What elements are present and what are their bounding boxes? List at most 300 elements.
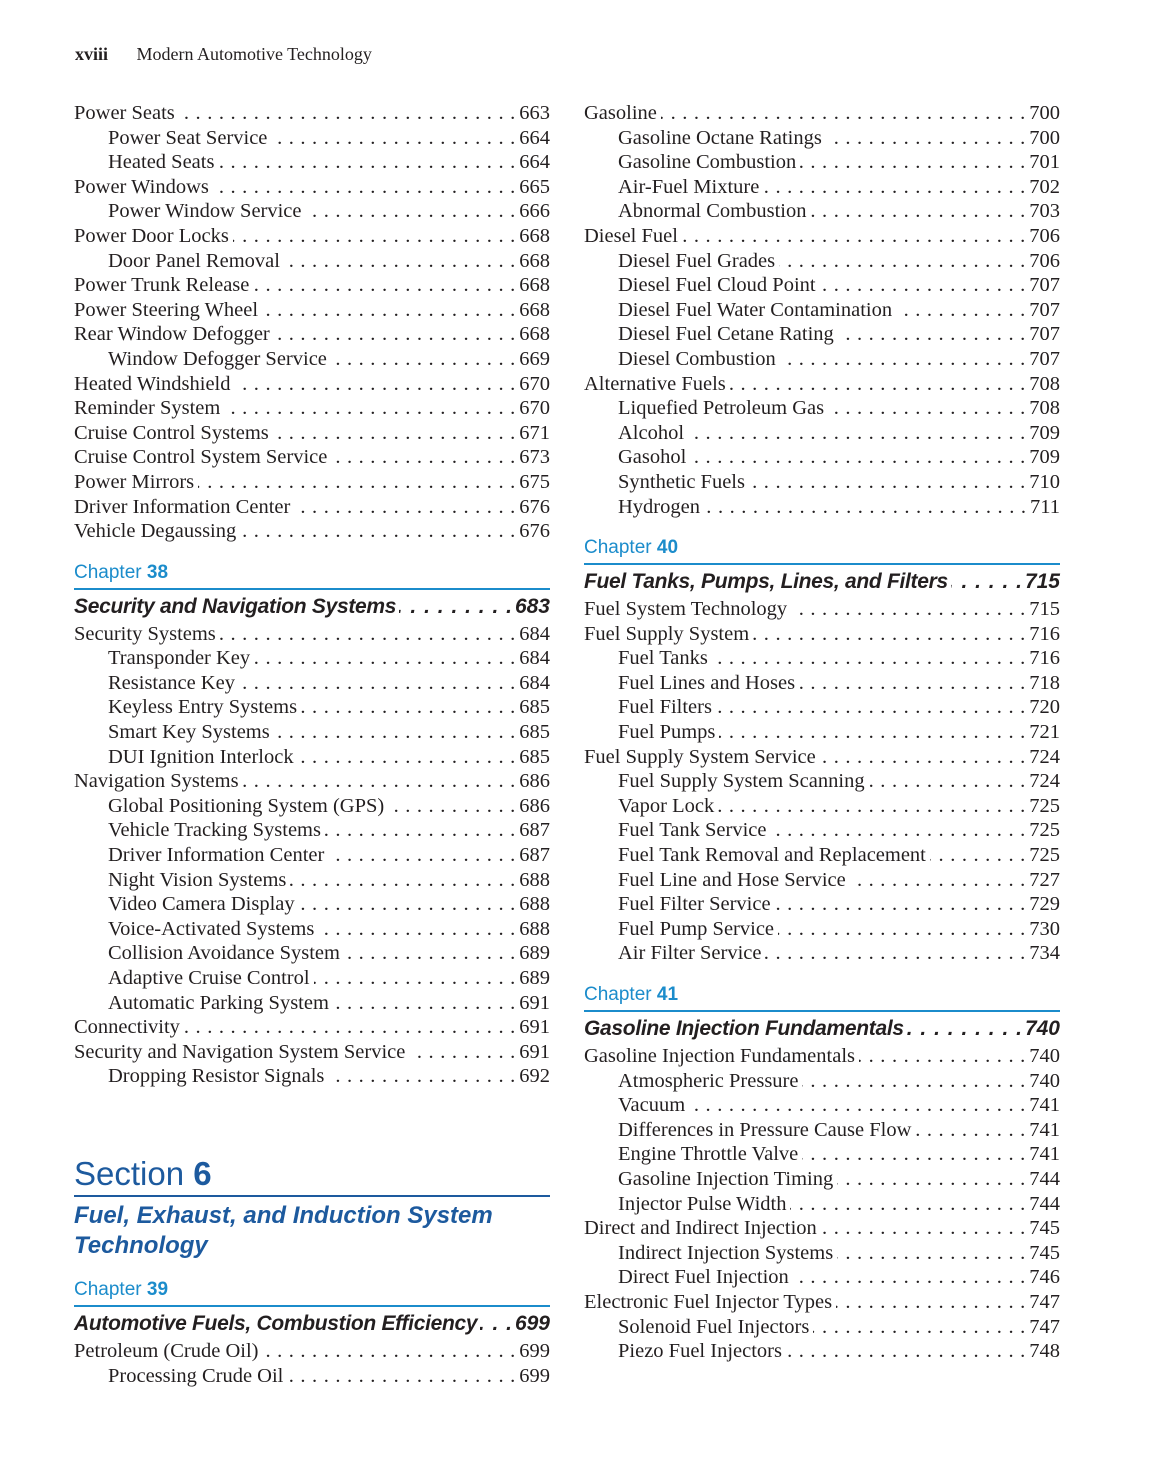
page-number: 691	[519, 1016, 550, 1039]
toc-entry[interactable]	[584, 1315, 1060, 1340]
leader-dots	[793, 1265, 1025, 1290]
toc-entry[interactable]	[584, 322, 1060, 347]
leader-dots	[775, 892, 1026, 917]
entry-title: Fuel Pump Service	[618, 917, 775, 940]
running-header	[75, 44, 372, 65]
leader-dots	[233, 224, 515, 249]
toc-entry[interactable]	[74, 470, 550, 495]
leader-dots	[333, 991, 515, 1016]
chapter-label: Chapter 41	[584, 982, 1060, 1012]
leader-dots	[298, 745, 516, 770]
page-number: 670	[519, 372, 550, 395]
page-number: 668	[519, 224, 550, 247]
page-number: 706	[1029, 249, 1060, 272]
entry-title: Heated Seats	[108, 151, 215, 174]
leader-dots	[820, 745, 1025, 770]
entry-title: Cruise Control Systems	[74, 421, 269, 444]
page-number: 668	[519, 249, 550, 272]
entry-title: DUI Ignition Interlock	[108, 745, 294, 768]
toc-entry[interactable]	[74, 224, 550, 249]
entry-title: Heated Windshield	[74, 372, 231, 395]
section-title[interactable]: Fuel, Exhaust, and Induction System Technology	[74, 1201, 493, 1259]
entry-title: Power Steering Wheel	[74, 298, 259, 321]
leader-dots	[344, 941, 515, 966]
chapter-label: Chapter 38	[74, 560, 550, 590]
toc-entry[interactable]	[74, 818, 550, 843]
page-number: 703	[1029, 200, 1060, 223]
toc-entry[interactable]	[584, 396, 1060, 421]
toc-entry[interactable]	[584, 372, 1060, 397]
page-number: 709	[1029, 421, 1060, 444]
leader-dots	[799, 671, 1025, 696]
leader-dots	[240, 519, 515, 544]
toc-entry[interactable]	[74, 1040, 550, 1065]
leader-dots	[213, 175, 515, 200]
entry-title: Solenoid Fuel Injectors	[618, 1315, 810, 1338]
toc-entry[interactable]	[74, 495, 550, 520]
toc-entry[interactable]	[584, 1044, 1060, 1069]
page-number: 707	[1029, 298, 1060, 321]
page-number: 716	[1029, 647, 1060, 670]
entry-title: Night Vision Systems	[108, 868, 287, 891]
section-label: Section 6	[74, 1155, 550, 1197]
toc-entry[interactable]	[584, 199, 1060, 224]
toc-entry[interactable]	[584, 175, 1060, 200]
page-number: 710	[1029, 470, 1060, 493]
leader-dots	[331, 445, 515, 470]
entry-title: Fuel Filter Service	[618, 893, 771, 916]
page-number: 688	[519, 868, 550, 891]
page-number: 709	[1029, 446, 1060, 469]
leader-dots	[284, 249, 515, 274]
toc-entry[interactable]	[584, 1290, 1060, 1315]
page-number: 707	[1029, 347, 1060, 370]
leader-dots	[836, 1290, 1025, 1315]
leader-dots	[682, 224, 1025, 249]
page-number: 740	[1029, 1045, 1060, 1067]
toc-entry[interactable]	[74, 126, 550, 151]
toc-entry[interactable]	[74, 794, 550, 819]
toc-entry[interactable]	[584, 347, 1060, 372]
page-number: 685	[519, 745, 550, 768]
page-number: 725	[1029, 819, 1060, 842]
leader-dots	[262, 1339, 515, 1364]
page-number: 676	[519, 495, 550, 518]
entry-title: Power Seats	[74, 102, 175, 124]
leader-dots	[907, 1014, 1022, 1044]
leader-dots	[274, 322, 515, 347]
toc-entry[interactable]	[74, 175, 550, 200]
page-number: 741	[1029, 1118, 1060, 1141]
leader-dots	[388, 794, 515, 819]
leader-dots	[802, 1069, 1025, 1094]
entry-title: Gasoline Combustion	[618, 151, 797, 174]
page-number: 684	[519, 671, 550, 694]
entry-title: Fuel Line and Hose Service	[618, 868, 846, 891]
book-title: Modern Automotive Technology	[136, 44, 372, 64]
toc-entry[interactable]	[74, 646, 550, 671]
toc-entry[interactable]	[584, 1142, 1060, 1167]
entry-title: Gasohol	[618, 446, 687, 469]
entry-title: Fuel Pumps	[618, 721, 716, 744]
leader-dots	[802, 1142, 1025, 1167]
entry-title: Security and Navigation System Service	[74, 1040, 406, 1063]
leader-dots	[331, 347, 515, 372]
entry-title: Fuel Lines and Hoses	[618, 671, 796, 694]
leader-dots	[688, 421, 1025, 446]
leader-dots	[828, 396, 1025, 421]
page-number: 692	[519, 1065, 550, 1088]
leader-dots	[198, 470, 515, 495]
page-number: 668	[519, 274, 550, 297]
entry-title: Synthetic Fuels	[618, 470, 745, 493]
toc-entry[interactable]	[584, 622, 1060, 647]
toc-entry[interactable]	[74, 396, 550, 421]
leader-dots	[704, 495, 1026, 520]
chapter-label: Chapter 39	[74, 1277, 550, 1307]
page-number: 702	[1029, 175, 1060, 198]
page-number: 729	[1029, 893, 1060, 916]
chapter-title-link[interactable]: Security and Navigation Systems . . . 683	[74, 592, 550, 622]
entry-title: Dropping Resistor Signals	[108, 1065, 325, 1088]
toc-entry[interactable]	[74, 966, 550, 991]
page-number: 721	[1029, 721, 1060, 744]
toc-entry[interactable]	[74, 519, 550, 544]
leader-dots	[253, 273, 515, 298]
toc-entry[interactable]	[74, 298, 550, 323]
leader-dots	[791, 597, 1025, 622]
leader-dots	[813, 1315, 1025, 1340]
toc-list	[584, 101, 1060, 519]
page-number: 671	[519, 421, 550, 444]
toc-entry[interactable]	[74, 150, 550, 175]
toc-entry[interactable]	[74, 445, 550, 470]
entry-title: Vacuum	[618, 1094, 686, 1117]
leader-dots	[837, 1167, 1025, 1192]
leader-dots	[661, 101, 1025, 126]
toc-entry[interactable]	[74, 843, 550, 868]
page-number: 699	[519, 1339, 550, 1362]
entry-title: Vapor Lock	[618, 794, 715, 817]
page-number: 685	[519, 696, 550, 719]
toc-entry[interactable]	[584, 745, 1060, 770]
entry-title: Reminder System	[74, 397, 221, 420]
entry-title: Atmospheric Pressure	[618, 1069, 799, 1092]
entry-title: Power Door Locks	[74, 224, 229, 247]
toc-list	[74, 101, 550, 544]
leader-dots	[718, 794, 1025, 819]
leader-dots	[299, 892, 516, 917]
leader-dots	[786, 1339, 1025, 1364]
toc-entry[interactable]	[584, 421, 1060, 446]
entry-title: Rear Window Defogger	[74, 323, 270, 346]
page-number: 707	[1029, 323, 1060, 346]
leader-dots	[271, 126, 515, 151]
leader-dots	[290, 868, 515, 893]
chapter-number: 40	[656, 537, 679, 559]
entry-title: Fuel Filters	[618, 696, 712, 719]
page-number: 684	[519, 647, 550, 670]
toc-entry[interactable]	[74, 769, 550, 794]
leader-dots	[274, 720, 516, 745]
entry-title: Transponder Key	[108, 647, 251, 670]
page-number: 688	[519, 917, 550, 940]
page-number: 706	[1029, 224, 1060, 247]
toc-entry[interactable]	[74, 1015, 550, 1040]
page-number: 689	[519, 942, 550, 965]
chapter-title-link[interactable]: Gasoline Injection Fundamentals . . . 740	[584, 1014, 1060, 1044]
toc-entry[interactable]	[584, 769, 1060, 794]
page-number: 746	[1029, 1266, 1060, 1289]
leader-dots	[294, 495, 515, 520]
page-number: 664	[519, 126, 550, 149]
entry-title: Processing Crude Oil	[108, 1364, 284, 1387]
entry-title: Vehicle Tracking Systems	[108, 819, 321, 842]
toc-entry[interactable]	[584, 126, 1060, 151]
page-number: 745	[1029, 1217, 1060, 1240]
page-number: 740	[1029, 1069, 1060, 1092]
toc-entry[interactable]	[584, 695, 1060, 720]
leader-dots	[821, 1216, 1025, 1241]
toc-entry[interactable]	[584, 470, 1060, 495]
leader-dots	[314, 966, 516, 991]
leader-dots	[780, 347, 1026, 372]
toc-entry[interactable]	[74, 892, 550, 917]
leader-dots	[838, 322, 1025, 347]
toc-left-column	[74, 101, 550, 1388]
entry-title: Automatic Parking System	[108, 991, 329, 1014]
toc-entry[interactable]	[584, 941, 1060, 966]
page-number: 689	[519, 967, 550, 989]
page-number: 675	[519, 470, 550, 493]
entry-title: Hydrogen	[618, 495, 700, 518]
leader-dots	[749, 470, 1025, 495]
toc-entry[interactable]	[74, 695, 550, 720]
toc-entry[interactable]	[584, 1265, 1060, 1290]
leader-dots	[184, 1015, 515, 1040]
entry-title: Gasoline Octane Ratings	[618, 126, 822, 149]
entry-title: Driver Information Center	[108, 844, 325, 867]
page-number: 666	[519, 200, 550, 223]
toc-entry[interactable]	[74, 917, 550, 942]
entry-title: Air Filter Service	[618, 942, 762, 965]
leader-dots	[409, 1040, 515, 1065]
toc-entry[interactable]	[584, 843, 1060, 868]
page-number: 665	[519, 175, 550, 198]
leader-dots	[220, 622, 515, 647]
toc-entry[interactable]	[584, 298, 1060, 323]
toc-entry[interactable]	[74, 941, 550, 966]
toc-entry[interactable]	[584, 1167, 1060, 1192]
entry-title: Door Panel Removal	[108, 249, 280, 272]
toc-entry[interactable]	[584, 1216, 1060, 1241]
toc-entry[interactable]	[584, 249, 1060, 274]
entry-title: Smart Key Systems	[108, 721, 270, 744]
entry-title: Alternative Fuels	[584, 372, 726, 395]
toc-entry[interactable]	[74, 199, 550, 224]
section-number: 6	[193, 1154, 212, 1192]
entry-title: Resistance Key	[108, 671, 235, 694]
page-number: 718	[1029, 671, 1060, 694]
toc-entry[interactable]	[74, 421, 550, 446]
page-number: 747	[1029, 1315, 1060, 1338]
toc-entry[interactable]	[74, 1064, 550, 1089]
leader-dots	[328, 1064, 515, 1089]
entry-title: Direct and Indirect Injection	[584, 1217, 817, 1240]
toc-entry[interactable]	[584, 273, 1060, 298]
entry-title: Diesel Combustion	[618, 347, 776, 370]
toc-entry[interactable]	[584, 1069, 1060, 1094]
chapter-number: 38	[146, 561, 169, 583]
toc-entry[interactable]	[584, 720, 1060, 745]
leader-dots	[287, 1364, 515, 1389]
page-number: 663	[519, 102, 550, 124]
entry-title: Power Seat Service	[108, 126, 268, 149]
entry-title: Fuel Tanks	[618, 647, 708, 670]
toc-entry[interactable]	[74, 745, 550, 770]
entry-title: Diesel Fuel	[584, 224, 678, 247]
page-number: 707	[1029, 274, 1060, 297]
page-number: 725	[1029, 794, 1060, 817]
page-number: 727	[1029, 868, 1060, 891]
toc-entry[interactable]	[74, 249, 550, 274]
toc-entry[interactable]	[74, 347, 550, 372]
leader-dots	[262, 298, 515, 323]
leader-dots	[318, 917, 515, 942]
toc-right-column	[584, 101, 1060, 1364]
leader-dots	[273, 421, 515, 446]
entry-title: Cruise Control System Service	[74, 446, 328, 469]
leader-dots	[179, 101, 515, 126]
chapter-title-link[interactable]: Automotive Fuels, Combustion Efficiency . . . 699	[74, 1309, 550, 1339]
leader-dots	[869, 769, 1026, 794]
toc-entry[interactable]	[584, 892, 1060, 917]
leader-dots	[915, 1118, 1025, 1143]
page-number: 744	[1029, 1192, 1060, 1215]
chapter-number: 41	[656, 984, 679, 1005]
toc-entry[interactable]	[584, 1241, 1060, 1266]
chapter-title-link[interactable]: Fuel Tanks, Pumps, Lines, and Filters . . . 715	[584, 567, 1060, 597]
entry-title: Fuel Tank Removal and Replacement	[618, 844, 926, 867]
page-number: 747	[1029, 1290, 1060, 1313]
toc-entry[interactable]	[74, 322, 550, 347]
entry-title: Global Positioning System (GPS)	[108, 794, 385, 817]
toc-entry[interactable]	[74, 671, 550, 696]
toc-entry[interactable]	[584, 1192, 1060, 1217]
toc-entry[interactable]	[584, 917, 1060, 942]
toc-entry[interactable]	[584, 495, 1060, 520]
page-number: 720	[1029, 696, 1060, 719]
leader-dots	[690, 445, 1025, 470]
page-number: 687	[519, 819, 550, 842]
leader-dots	[399, 592, 512, 622]
toc-entry[interactable]	[74, 372, 550, 397]
entry-title: Driver Information Center	[74, 495, 291, 518]
entry-title: Video Camera Display	[108, 893, 295, 916]
leader-dots	[810, 199, 1025, 224]
entry-title: Voice-Activated Systems	[108, 917, 315, 940]
leader-dots	[837, 1241, 1025, 1266]
leader-dots	[730, 372, 1025, 397]
toc-entry[interactable]	[584, 445, 1060, 470]
page-number: 700	[1029, 102, 1060, 124]
toc-entry[interactable]	[584, 794, 1060, 819]
leader-dots	[790, 1192, 1025, 1217]
toc-entry[interactable]	[74, 1364, 550, 1389]
entry-title: Power Window Service	[108, 200, 302, 223]
leader-dots	[712, 646, 1025, 671]
entry-title: Abnormal Combustion	[618, 200, 807, 223]
toc-list	[584, 597, 1060, 966]
toc-entry[interactable]	[584, 101, 1060, 126]
page-number: 745	[1029, 1241, 1060, 1264]
toc-entry[interactable]	[74, 273, 550, 298]
page-number: 688	[519, 893, 550, 916]
toc-entry[interactable]	[584, 150, 1060, 175]
toc-entry[interactable]	[584, 671, 1060, 696]
toc-entry[interactable]	[74, 991, 550, 1016]
leader-dots	[689, 1093, 1025, 1118]
entry-title: Petroleum (Crude Oil)	[74, 1339, 259, 1362]
leader-dots	[301, 695, 515, 720]
page-number: 668	[519, 298, 550, 321]
page-number: 741	[1029, 1094, 1060, 1117]
entry-title: Security Systems	[74, 622, 216, 645]
page-number: 711	[1030, 495, 1060, 518]
leader-dots	[239, 671, 515, 696]
toc-list	[74, 1339, 550, 1388]
page-number: 708	[1029, 372, 1060, 395]
leader-dots	[243, 769, 516, 794]
toc-entry[interactable]	[74, 868, 550, 893]
leader-dots	[771, 818, 1026, 843]
entry-title: Injector Pulse Width	[618, 1192, 787, 1215]
entry-title: Diesel Fuel Grades	[618, 249, 776, 272]
entry-title: Fuel Tank Service	[618, 819, 767, 842]
toc-entry[interactable]	[584, 818, 1060, 843]
entry-title: Fuel System Technology	[584, 598, 788, 621]
leader-dots	[859, 1044, 1025, 1069]
toc-entry[interactable]	[584, 1118, 1060, 1143]
toc-entry[interactable]	[584, 868, 1060, 893]
toc-entry[interactable]	[584, 1093, 1060, 1118]
page-number: 691	[519, 1040, 550, 1063]
page-number: 724	[1029, 745, 1060, 768]
toc-entry[interactable]	[584, 1339, 1060, 1364]
toc-entry[interactable]	[584, 224, 1060, 249]
toc-entry[interactable]	[74, 1339, 550, 1364]
page-number: 683	[514, 594, 550, 618]
entry-title: Window Defogger Service	[108, 347, 327, 370]
toc-entry[interactable]	[74, 720, 550, 745]
page-number: 740	[1024, 1017, 1060, 1040]
entry-title: Differences in Pressure Cause Flow	[618, 1118, 912, 1141]
leader-dots	[800, 150, 1025, 175]
page-number: 676	[519, 520, 550, 543]
toc-entry[interactable]	[74, 622, 550, 647]
page-number: 670	[519, 397, 550, 420]
toc-entry[interactable]	[74, 101, 550, 126]
page-number: 686	[519, 770, 550, 793]
entry-title: Adaptive Cruise Control	[108, 967, 310, 989]
entry-title: Direct Fuel Injection	[618, 1266, 789, 1289]
page-number: 701	[1029, 151, 1060, 174]
toc-entry[interactable]	[584, 597, 1060, 622]
entry-title: Connectivity	[74, 1016, 180, 1039]
page-number: 685	[519, 721, 550, 744]
leader-dots	[826, 126, 1025, 151]
toc-entry[interactable]	[584, 646, 1060, 671]
